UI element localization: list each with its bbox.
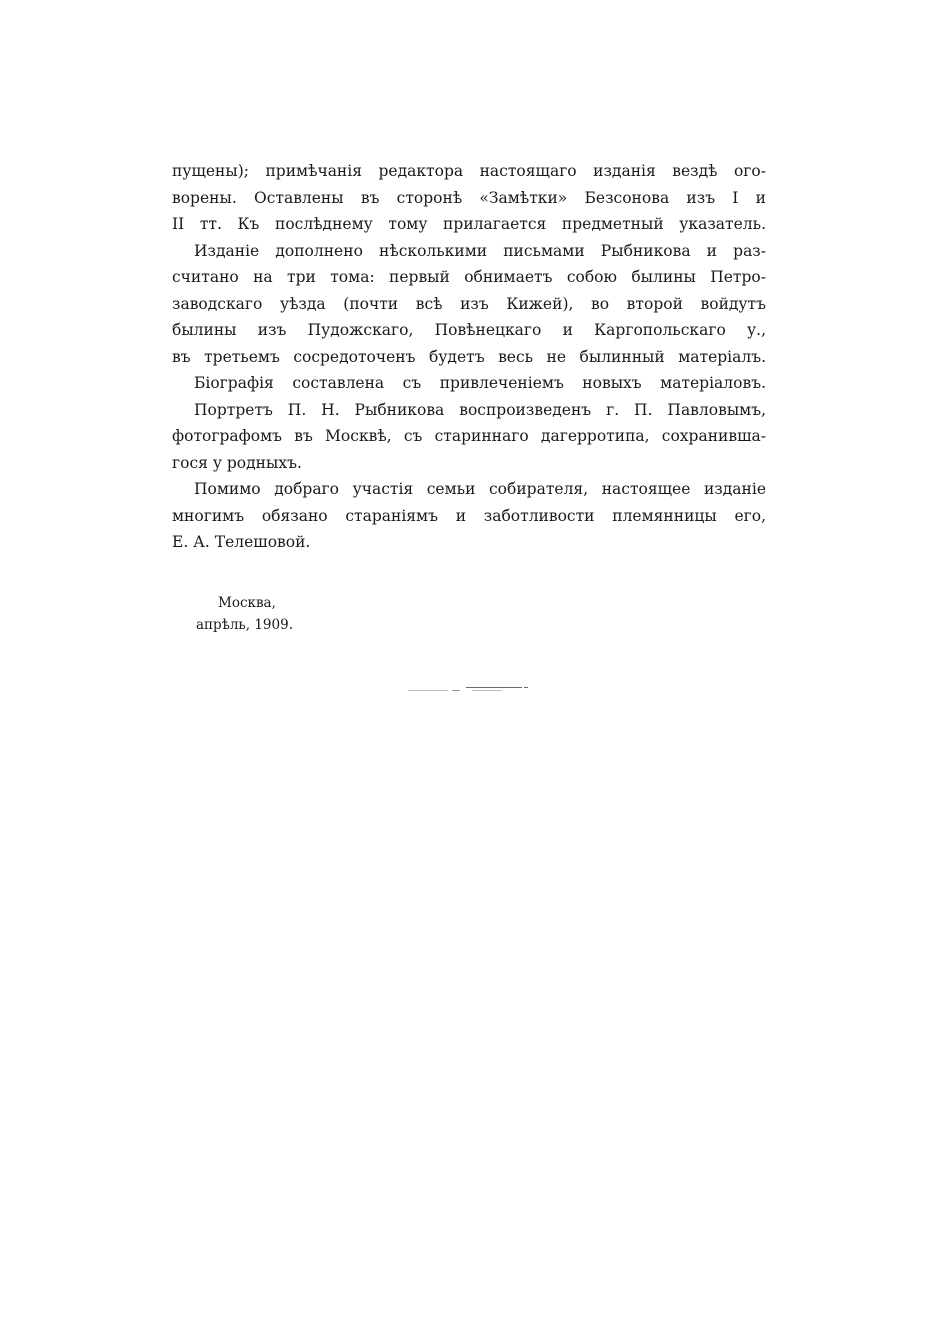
paragraph-first-line: Біографія составлена съ привлеченіемъ новыхъ матеріаловъ. bbox=[194, 374, 766, 392]
paragraph-first-line: Портретъ П. Н. Рыбникова воспроизведенъ г. П. Павловымъ, bbox=[194, 400, 766, 419]
text-line: ворены. Оставлены въ сторонѣ «Замѣтки» Безсонова изъ I и bbox=[172, 188, 766, 207]
text-line: Е. А. Телешовой. bbox=[172, 533, 311, 551]
end-ornament-rule bbox=[408, 686, 528, 692]
text-line: былины изъ Пудожскаго, Повѣнецкаго и Каргопольскаго у., bbox=[172, 321, 766, 339]
text-line: пущены); примѣчанія редактора настоящаго изданія вездѣ ого- bbox=[172, 162, 766, 180]
text-line: гося у родныхъ. bbox=[172, 453, 302, 472]
body-text bbox=[172, 158, 766, 556]
paragraph-first-line: Помимо добраго участія семьи собирателя, настоящее изданіе bbox=[194, 480, 766, 498]
place-date-signature bbox=[196, 592, 293, 636]
text-line: считано на три тома: первый обнимаетъ собою былины Петро- bbox=[172, 268, 766, 286]
text-line: фотографомъ въ Москвѣ, съ стариннаго дагерротипа, сохранивша- bbox=[172, 427, 766, 445]
text-line: многимъ обязано стараніямъ и заботливости племянницы его, bbox=[172, 506, 766, 525]
text-line: заводскаго уѣзда (почти всѣ изъ Кижей), во второй войдутъ bbox=[172, 294, 766, 313]
text-line: II тт. Къ послѣднему тому прилагается предметный указатель. bbox=[172, 215, 766, 233]
text-line: въ третьемъ сосредоточенъ будетъ весь не былинный матеріалъ. bbox=[172, 347, 766, 366]
paragraph-first-line: Изданіе дополнено нѣсколькими письмами Рыбникова и раз- bbox=[194, 241, 766, 260]
signature-date: апрѣль, 1909. bbox=[196, 617, 293, 633]
signature-city: Москва, bbox=[218, 595, 276, 611]
